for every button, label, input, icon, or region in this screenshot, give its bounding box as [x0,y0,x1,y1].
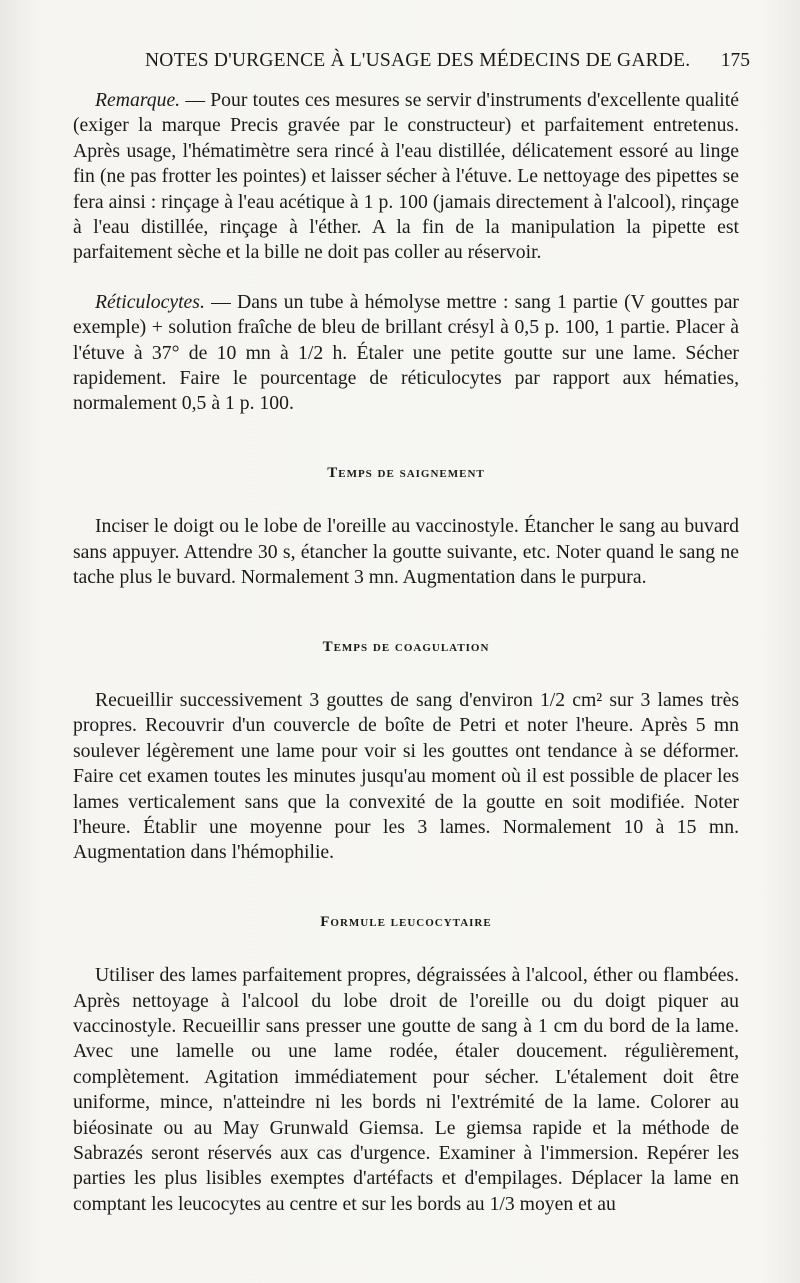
running-title: NOTES D'URGENCE À L'USAGE DES MÉDECINS DE GARDE. [145,50,691,71]
reticulocytes-text: — Dans un tube à hémolyse mettre : sang 1 partie (V gouttes par exemple) + solution fraîche de bleu de brillant crésyl à 0,5 p. 100, 1 partie. Placer à l'étuve à 37° de 10 mn à 1/2 h. Étaler une petite goutte sur une lame. Sécher rapidement. Faire le pourcentage de réticulocytes par rapport aux hématies, normalement 0,5 à 1 p. 100. [73,290,739,415]
saignement-paragraph: Inciser le doigt ou le lobe de l'oreille au vaccinostyle. Étancher le sang au buvard sans appuyer. Attendre 30 s, étancher la goutte suivante, etc. Noter quand le sang ne tache plus le buvard. Normalement 3 mn. Augmentation dans le purpura. [73,515,739,589]
page-number: 175 [720,50,750,71]
section-title-leucocytaire: Formule leucocytaire [320,913,492,930]
running-header [90,50,750,84]
section-title-coagulation: Temps de coagulation [322,638,490,655]
remarque-text: — Pour toutes ces mesures se servir d'instruments d'excellente qualité (exiger la marque Precis gravée par le constructeur) et parfaitement entretenus. Après usage, l'hématimètre sera rincé à l'eau distillée, délicatement essoré au linge fin (ne pas frotter les pointes) et laisser sécher à l'étuve. Le nettoyage des pipettes se fera ainsi : rinçage à l'eau acétique à 1 p. 100 (jamais directement à l'alcool), rinçage à l'eau distillée, rinçage à l'éther. A la fin de la manipulation la pipette est parfaitement sèche et la bille ne doit pas coller au réservoir. [73,89,739,264]
leucocytaire-paragraph: Utiliser des lames parfaitement propres, dégraissées à l'alcool, éther ou flambées. Après nettoyage à l'alcool du lobe droit de l'oreille ou du doigt piquer au vaccinostyle. Recueillir sans presser une goutte de sang à 1 cm du bord de la lame. Avec une lamelle ou une lame rodée, étaler doucement. régulièrement, complètement. Agitation immédiatement pour sécher. L'étalement doit être uniforme, mince, n'atteindre ni les bords ni l'extrémité de la lame. Colorer au biéosinate ou au May Grunwald Giemsa. Le giemsa rapide et la méthode de Sabrazés seront réservés aux cas d'urgence. Examiner à l'immersion. Repérer les parties les plus lisibles exemptes d'artéfacts et d'empilages. Déplacer la lame en comptant les leucocytes au centre et sur les bords au 1/3 moyen et au [73,964,739,1215]
reticulocytes-paragraph [73,290,739,417]
reticulocytes-lead: Réticulocytes. [95,290,205,313]
section-title-saignement: Temps de saignement [327,464,485,481]
remarque-lead: Remarque. [95,89,181,111]
coagulation-paragraph: Recueillir successivement 3 gouttes de sang d'environ 1/2 cm² sur 3 lames très propres. Recouvrir d'un couvercle de boîte de Petri et noter l'heure. Après 5 mn soulever légèrement une lame pour voir si les gouttes ont tendance à se déformer. Faire cet examen toutes les minutes jusqu'au moment où il est possible de placer les lames verticalement sans que la convexité de la goutte en soit modifiée. Noter l'heure. Établir une moyenne pour les 3 lames. Normalement 10 à 15 mn. Augmentation dans l'hémophilie. [73,688,739,864]
page-body [73,88,739,1217]
remarque-paragraph [73,88,739,266]
